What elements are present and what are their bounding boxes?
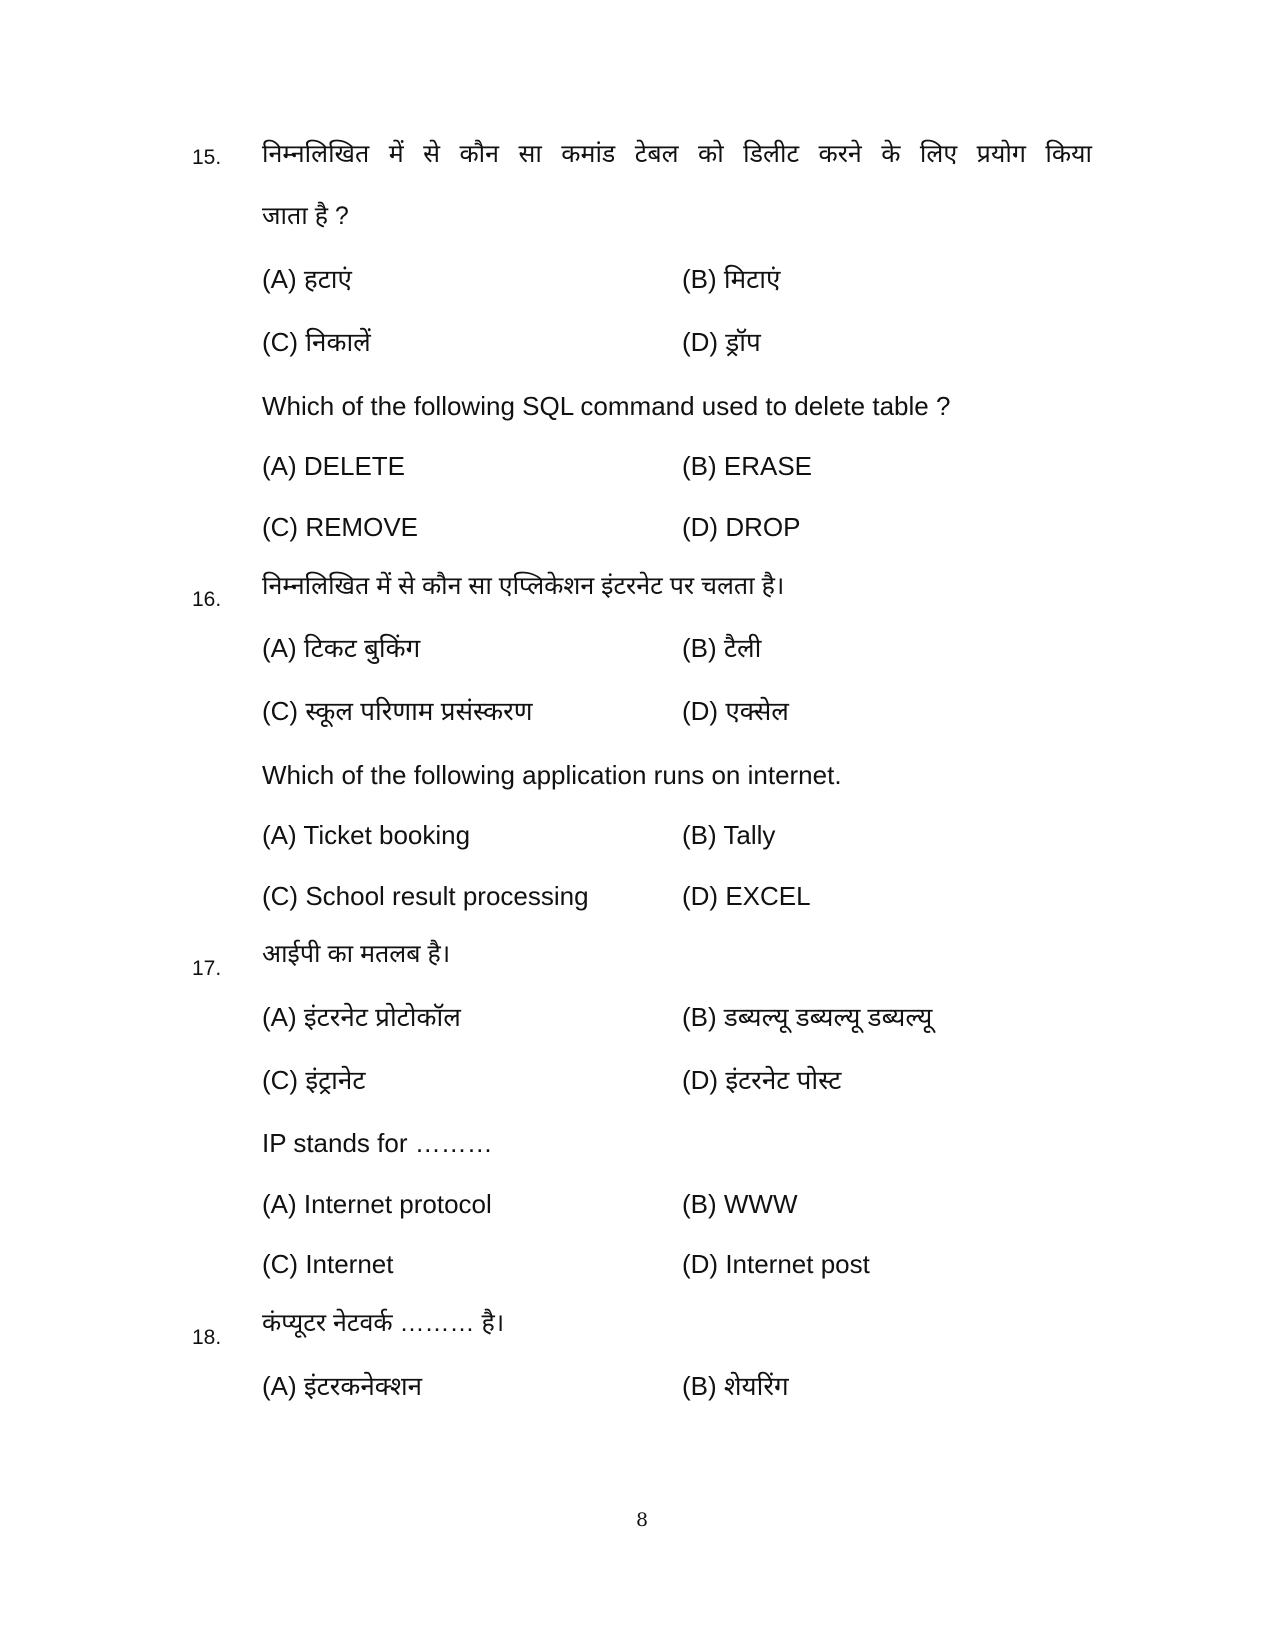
question-16-hindi-text: निम्नलिखित में से कौन सा एप्लिकेशन इंटरनेट पर चलता है।: [262, 572, 785, 600]
question-17-english-option-c: (C) Internet: [262, 1249, 394, 1279]
question-17-english-option-b: (B) WWW: [682, 1189, 798, 1219]
question-17-hindi-option-a: (A) इंटरनेट प्रोटोकॉल: [262, 1002, 461, 1032]
question-15-hindi-text-line2: जाता है ?: [262, 202, 349, 230]
question-15-english-option-a: (A) DELETE: [262, 451, 406, 481]
question-18-hindi-option-a: (A) इंटरकनेक्शन: [262, 1371, 423, 1401]
page-number: 8: [635, 1509, 649, 1531]
question-15-hindi-option-d: (D) ड्रॉप: [682, 327, 761, 357]
question-18-hindi-option-b: (B) शेयरिंग: [682, 1371, 789, 1401]
question-16-hindi-option-a: (A) टिकट बुकिंग: [262, 633, 421, 663]
question-15-number: 15.: [192, 146, 222, 169]
question-15-english-text: Which of the following SQL command used to delete table ?: [262, 391, 951, 421]
question-16-english-option-c: (C) School result processing: [262, 881, 589, 911]
question-17-hindi-option-d: (D) इंटरनेट पोस्ट: [682, 1065, 842, 1095]
question-15-hindi-text-line1: निम्नलिखित में से कौन सा कमांड टेबल को डिलीट करने के लिए प्रयोग किया: [262, 140, 1092, 168]
question-15-english-option-d: (D) DROP: [682, 512, 801, 542]
question-16-number: 16.: [192, 588, 222, 611]
question-15-hindi-option-b: (B) मिटाएं: [682, 264, 781, 294]
question-16-english-option-b: (B) Tally: [682, 820, 776, 850]
question-15-english-option-c: (C) REMOVE: [262, 512, 418, 542]
question-17-english-option-a: (A) Internet protocol: [262, 1189, 492, 1219]
question-17-hindi-option-b: (B) डब्यल्यू डब्यल्यू डब्यल्यू: [682, 1002, 933, 1032]
question-16-hindi-option-d: (D) एक्सेल: [682, 696, 789, 726]
question-17-english-option-d: (D) Internet post: [682, 1249, 870, 1279]
question-15-english-option-b: (B) ERASE: [682, 451, 813, 481]
question-16-hindi-option-c: (C) स्कूल परिणाम प्रसंस्करण: [262, 696, 533, 726]
question-16-english-option-d: (D) EXCEL: [682, 881, 811, 911]
question-15-hindi-option-c: (C) निकालें: [262, 327, 371, 357]
question-16-english-text: Which of the following application runs on internet.: [262, 760, 842, 790]
question-17-hindi-option-c: (C) इंट्रानेट: [262, 1065, 366, 1095]
question-15-hindi-option-a: (A) हटाएं: [262, 264, 352, 294]
question-17-hindi-text: आईपी का मतलब है।: [262, 940, 451, 968]
question-16-hindi-option-b: (B) टैली: [682, 633, 762, 663]
question-17-english-text: IP stands for ………: [262, 1128, 493, 1158]
question-17-number: 17.: [192, 957, 222, 980]
question-16-english-option-a: (A) Ticket booking: [262, 820, 471, 850]
question-18-hindi-text: कंप्यूटर नेटवर्क ……… है।: [262, 1309, 505, 1337]
question-18-number: 18.: [192, 1326, 222, 1349]
